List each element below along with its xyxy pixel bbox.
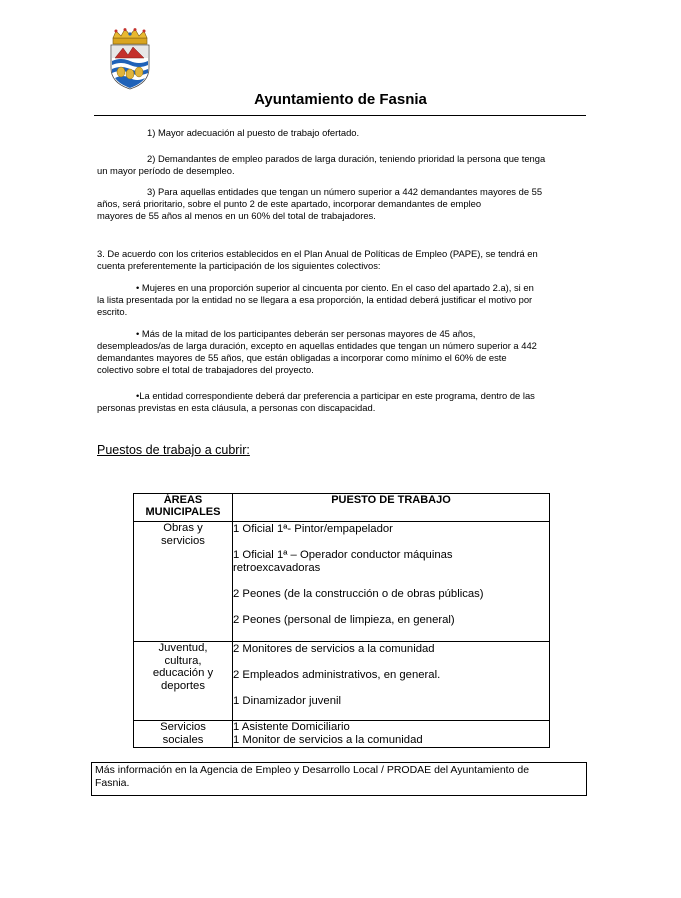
- job-item: 2 Peones (personal de limpieza, en general): [233, 614, 455, 626]
- more-info-box: Más información en la Agencia de Empleo y Desarrollo Local / PRODAE del Ayuntamiento de Fasnia.: [91, 762, 587, 796]
- criterion-1: 1) Mayor adecuación al puesto de trabajo ofertado.: [147, 127, 360, 138]
- job-item: 2 Empleados administrativos, en general.: [233, 669, 441, 681]
- clause-3-bullet-1: • Mujeres en una proporción superior al cincuenta por ciento. En el caso del apartado 2.a), si en la lista presentada por la entidad no se llegara a esa proporción, la entidad deberá justificar el motivo por escrito.: [97, 282, 534, 317]
- jobs-section-heading: Puestos de trabajo a cubrir:: [97, 443, 250, 457]
- job-item: 1 Asistente Domiciliario: [233, 721, 350, 733]
- crown-icon: [113, 28, 147, 44]
- column-header-areas: ÁREAS MUNICIPALES: [134, 494, 233, 522]
- job-item: 2 Monitores de servicios a la comunidad: [233, 643, 435, 655]
- clause-3-bullet-3: •La entidad correspondiente deberá dar preferencia a participar en este programa, dentro de las personas previstas en esta cláusula, a personas con discapacidad.: [97, 390, 535, 413]
- shield-icon: [111, 45, 149, 89]
- criterion-2: 2) Demandantes de empleo parados de larga duración, teniendo prioridad la persona que tenga un mayor período de desempleo.: [97, 153, 546, 176]
- table-row: [134, 642, 550, 721]
- jobs-cell: [233, 721, 550, 748]
- clause-3-intro: 3. De acuerdo con los criterios establecidos en el Plan Anual de Políticas de Empleo (PAPE), se tendrá en cuenta preferentemente la participación de los siguientes colectivos:: [97, 248, 538, 271]
- coat-of-arms-logo: [106, 28, 154, 90]
- job-item: retroexcavadoras: [233, 562, 321, 574]
- clause-3-bullet-2: • Más de la mitad de los participantes deberán ser personas mayores de 45 años, desempleados/as de larga duración, excepto en aquellas entidades que tengan un número superior a 442 demandantes mayores de 55 años, que están obligadas a incorporar como mínimo el 60% de este colectivo sobre el total de trabajadores del proyecto.: [97, 328, 537, 375]
- job-item: 1 Dinamizador juvenil: [233, 695, 341, 707]
- page-title: Ayuntamiento de Fasnia: [254, 91, 427, 108]
- job-item: 1 Monitor de servicios a la comunidad: [233, 734, 423, 746]
- jobs-cell: [233, 522, 550, 642]
- area-cell: Servicios sociales: [134, 721, 233, 748]
- jobs-cell: [233, 642, 550, 721]
- area-cell: Juventud, cultura, educación y deportes: [134, 642, 233, 721]
- area-cell: Obras y servicios: [134, 522, 233, 642]
- table-row: [134, 721, 550, 748]
- criterion-3: 3) Para aquellas entidades que tengan un número superior a 442 demandantes mayores de 55 años, será prioritario, sobre el punto 2 de este apartado, incorporar demandantes de empleo mayores de 55 años al menos en un 60% del total de trabajadores.: [97, 186, 543, 221]
- table-row: [134, 522, 550, 642]
- column-header-job: PUESTO DE TRABAJO: [233, 494, 550, 522]
- jobs-table: [133, 493, 550, 748]
- table-header-row: [134, 494, 550, 522]
- job-item: 1 Oficial 1ª- Pintor/empapelador: [233, 523, 393, 535]
- job-item: 1 Oficial 1ª – Operador conductor máquinas: [233, 549, 453, 561]
- title-divider: [94, 115, 586, 116]
- job-item: 2 Peones (de la construcción o de obras públicas): [233, 588, 484, 600]
